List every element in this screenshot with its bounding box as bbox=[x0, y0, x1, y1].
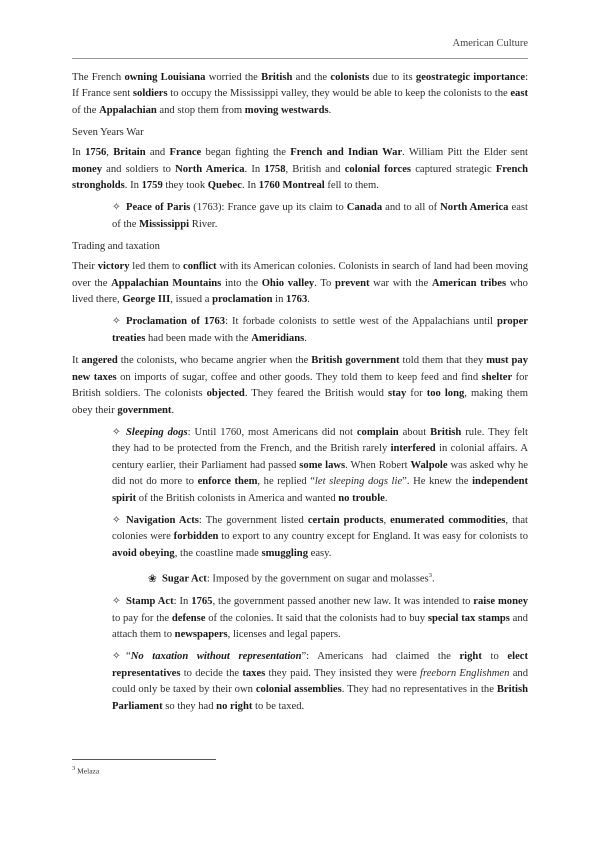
bullet-stamp-act: ✧ Stamp Act: In 1765, the government passed another new law. It was intended to raise money to pay for the defense of the colonies. It said that the colonists had to buy special tax stamps and attach them to newspapers, licenses and legal papers. bbox=[112, 596, 528, 640]
diamond-bullet-icon: ✧ bbox=[112, 316, 121, 328]
body-text bbox=[72, 70, 528, 721]
flower-bullet-icon: ❀ bbox=[148, 573, 157, 585]
running-title: American Culture bbox=[452, 38, 528, 49]
bullet-no-taxation: ✧ “No taxation without representation”: Americans had claimed the right to elect representatives to decide the taxes they paid. They insisted they were freeborn Englishmen and could only be taxed by their own colonial assemblies. They had no representatives in the British Parliament so they had no right to be taxed. bbox=[112, 651, 529, 712]
intro-paragraph: The French owning Louisiana worried the British and the colonists due to its geostrategic importance: If France sent soldiers to occupy the Mississippi valley, they would be able to keep the colonists to the east of the Appalachian and stop them from moving westwards. bbox=[72, 72, 529, 116]
diamond-bullet-icon: ✧ bbox=[112, 202, 121, 214]
heading-trading-and-taxation: Trading and taxation bbox=[72, 241, 160, 253]
footnote: $^3$ Melaza bbox=[72, 765, 100, 776]
sub-bullet-sugar-act: ❀ Sugar Act: Imposed by the government on sugar and molasses$^3$. bbox=[148, 568, 528, 588]
bullet-proclamation-1763: ✧ Proclamation of 1763: It forbade colonists to settle west of the Appalachians until proper treaties had been made with the Ameridians. bbox=[112, 316, 529, 344]
diamond-bullet-icon: ✧ bbox=[112, 596, 121, 608]
header-rule bbox=[72, 58, 528, 59]
footnote-rule bbox=[72, 759, 216, 760]
diamond-bullet-icon: ✧ bbox=[112, 514, 121, 526]
bullet-peace-of-paris: ✧ Peace of Paris (1763): France gave up its claim to Canada and to all of North America east of the Mississippi River. bbox=[112, 202, 528, 230]
footnote-reference: 3 bbox=[428, 572, 432, 580]
heading-seven-years-war: Seven Years War bbox=[72, 127, 144, 139]
diamond-bullet-icon: ✧ bbox=[112, 426, 121, 438]
bullet-sleeping-dogs: ✧ Sleeping dogs: Until 1760, most Americans did not complain about British rule. They felt they had to be protected from the French, and the British rarely interfered in colonial affairs. A century earlier, their Parliament had passed some laws. When Robert Walpole was asked why he did not do more to enforce them, he replied “let sleeping dogs lie”. He knew the independent spirit of the British colonists in America and wanted no trouble. bbox=[112, 426, 529, 504]
bullet-navigation-acts: ✧ Navigation Acts: The government listed certain products, enumerated commodities, that colonies were forbidden to export to any country except for England. It was easy for colonists to avoid obeying, the coastline made smuggling easy. bbox=[112, 514, 529, 559]
diamond-bullet-icon: ✧ bbox=[112, 651, 121, 663]
trading-paragraph-1: Their victory led them to conflict with its American colonies. Colonists in search of land had been moving over the Appalachian Mountains into the Ohio valley. To prevent war with the American tribes who lived there, George III, issued a proclamation in 1763. bbox=[72, 261, 528, 306]
trading-paragraph-2: It angered the colonists, who became angrier when the British government told them that they must pay new taxes on imports of sugar, coffee and other goods. They told them to keep feed and find shelter for British soldiers. The colonists objected. They feared the British would stay for too long, making them obey their government. bbox=[72, 355, 529, 416]
seven-years-war-paragraph: In 1756, Britain and France began fighting the French and Indian War. William Pitt the Elder sent money and soldiers to North America. In 1758, British and colonial forces captured strategic French strongholds. In 1759 they took Quebec. In 1760 Montreal fell to them. bbox=[72, 147, 528, 192]
